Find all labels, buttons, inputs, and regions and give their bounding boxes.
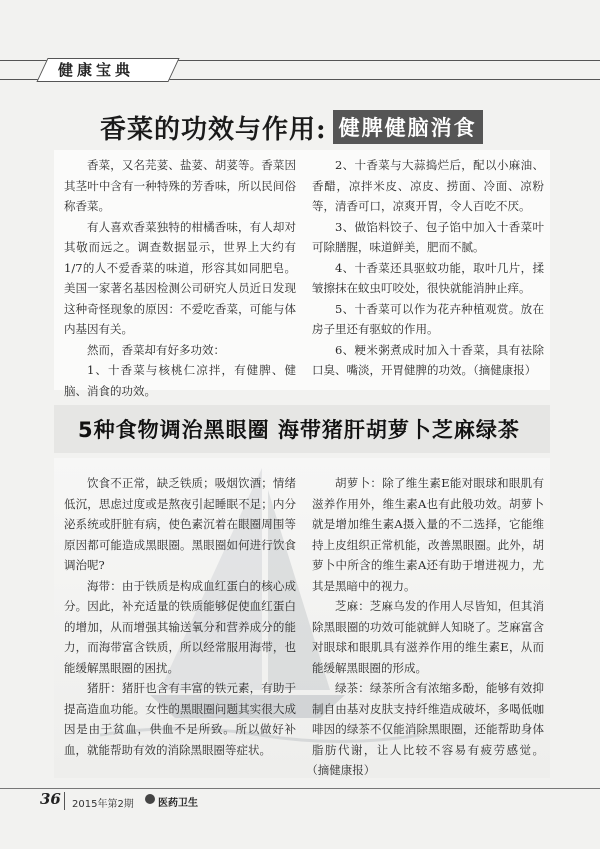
article2-source: （摘健康报） xyxy=(312,763,376,777)
footer-divider xyxy=(64,792,65,810)
article1-right-para: 3、做馅料饺子、包子馅中加入十香菜叶可除膳腥，味道鲜美，肥而不腻。 xyxy=(312,219,544,254)
section-title: 健康宝典 xyxy=(58,61,135,79)
article1-title-main: 香菜的功效与作用: xyxy=(100,114,327,145)
article1-source: （摘健康报） xyxy=(473,363,537,377)
article2-right-column xyxy=(312,473,544,781)
issue-label: 2015年第2期 xyxy=(72,799,134,810)
article1-left-para: 有人喜欢香菜独特的柑橘香味，有人却对其敬而远之。调查数据显示，世界上大约有1/7的人不爱香菜的味道，形容其如同肥皂。美国一家著名基因检测公司研究人员近日发现这种奇怪现象的原因：不爱吃香菜，可能与体内基因有关。 xyxy=(64,219,296,336)
article2-right-para: 胡萝卜：除了维生素E能对眼球和眼肌有滋养作用外，维生素A也有此般功效。胡萝卜就是增加维生素A摄入量的不二选择，它能维持上皮组织正常机能，改善黑眼圈。此外，胡萝卜中所含的维生素A还有助于增进视力，尤其是黑暗中的视力。 xyxy=(312,476,544,593)
magazine-logo-icon xyxy=(145,794,155,804)
article1-right-para: 2、十香菜与大蒜捣烂后，配以小麻油、香醋，凉拌米皮、凉皮、捞面、冷面、凉粉等，清香可口，凉爽开胃，令人百吃不厌。 xyxy=(312,158,544,213)
article2-right-para: 芝麻：芝麻乌发的作用人尽皆知，但其消除黑眼圈的功效可能就鲜人知晓了。芝麻富含对眼球和眼肌具有滋养作用的维生素E，从而能缓解黑眼圈的形成。 xyxy=(312,599,544,675)
article2-left-para: 猪肝：猪肝也含有丰富的铁元素，有助于提高造血功能。女性的黑眼圈问题其实很大成因是由于贫血，供血不足所致。所以做好补血，就能帮助有效的消除黑眼圈等症状。 xyxy=(64,681,296,757)
article1-left-para: 然而，香菜却有好多功效： xyxy=(87,342,225,357)
page-number: 36 xyxy=(40,790,61,808)
footer-rule xyxy=(0,788,600,789)
article1-right-para: 4、十香菜还具驱蚊功能，取叶几片，揉皱擦抹在蚊虫叮咬处，很快就能消肿止痒。 xyxy=(312,260,544,295)
article2-left-para: 海带：由于铁质是构成血红蛋白的核心成分。因此，补充适量的铁质能够促使血红蛋白的增加，从而增强其输送氧分和营养成分的能力，而海带富含铁质，所以经常服用海带，也能缓解黑眼圈的困扰。 xyxy=(64,578,296,675)
article2-title: 5种食物调治黑眼圈 海带猪肝胡萝卜芝麻绿茶 xyxy=(78,418,520,442)
magazine-name: 医药卫生 xyxy=(158,798,198,809)
article1-left-para: 香菜，又名芫荽、盐荽、胡荽等。香菜因其茎叶中含有一种特殊的芳香味，所以民间俗称香菜。 xyxy=(64,158,296,213)
article2-right-para xyxy=(312,678,544,781)
article2-left-column xyxy=(64,473,296,760)
article1-right-para-text: 6、粳米粥煮成时加入十香菜，具有祛除口臭、嘴淡，开胃健脾的功效。 xyxy=(312,342,544,377)
article1-title-highlight: 健脾健脑消食 xyxy=(333,110,483,144)
article2-right-para-text: 绿茶：绿茶所含有浓缩多酚，能够有效抑制自由基对皮肤支持纤维造成破坏，多喝低咖啡因的绿茶不仅能消除黑眼圈，还能帮助身体脂肪代谢，让人比较不容易有疲劳感觉。 xyxy=(312,681,544,757)
article1-left-para: 1、十香菜与核桃仁凉拌，有健脾、健脑、消食的功效。 xyxy=(64,363,296,398)
article1-right-para: 5、十香菜可以作为花卉种植观赏。放在房子里还有驱蚊的作用。 xyxy=(312,301,544,336)
article2-left-para: 饮食不正常，缺乏铁质；吸烟饮酒；情绪低沉，思虑过度或是熬夜引起睡眠不足；内分泌系统或肝脏有病，使色素沉着在眼圈周围等原因都可能造成黑眼圈。黑眼圈如何进行饮食调治呢? xyxy=(64,476,296,572)
